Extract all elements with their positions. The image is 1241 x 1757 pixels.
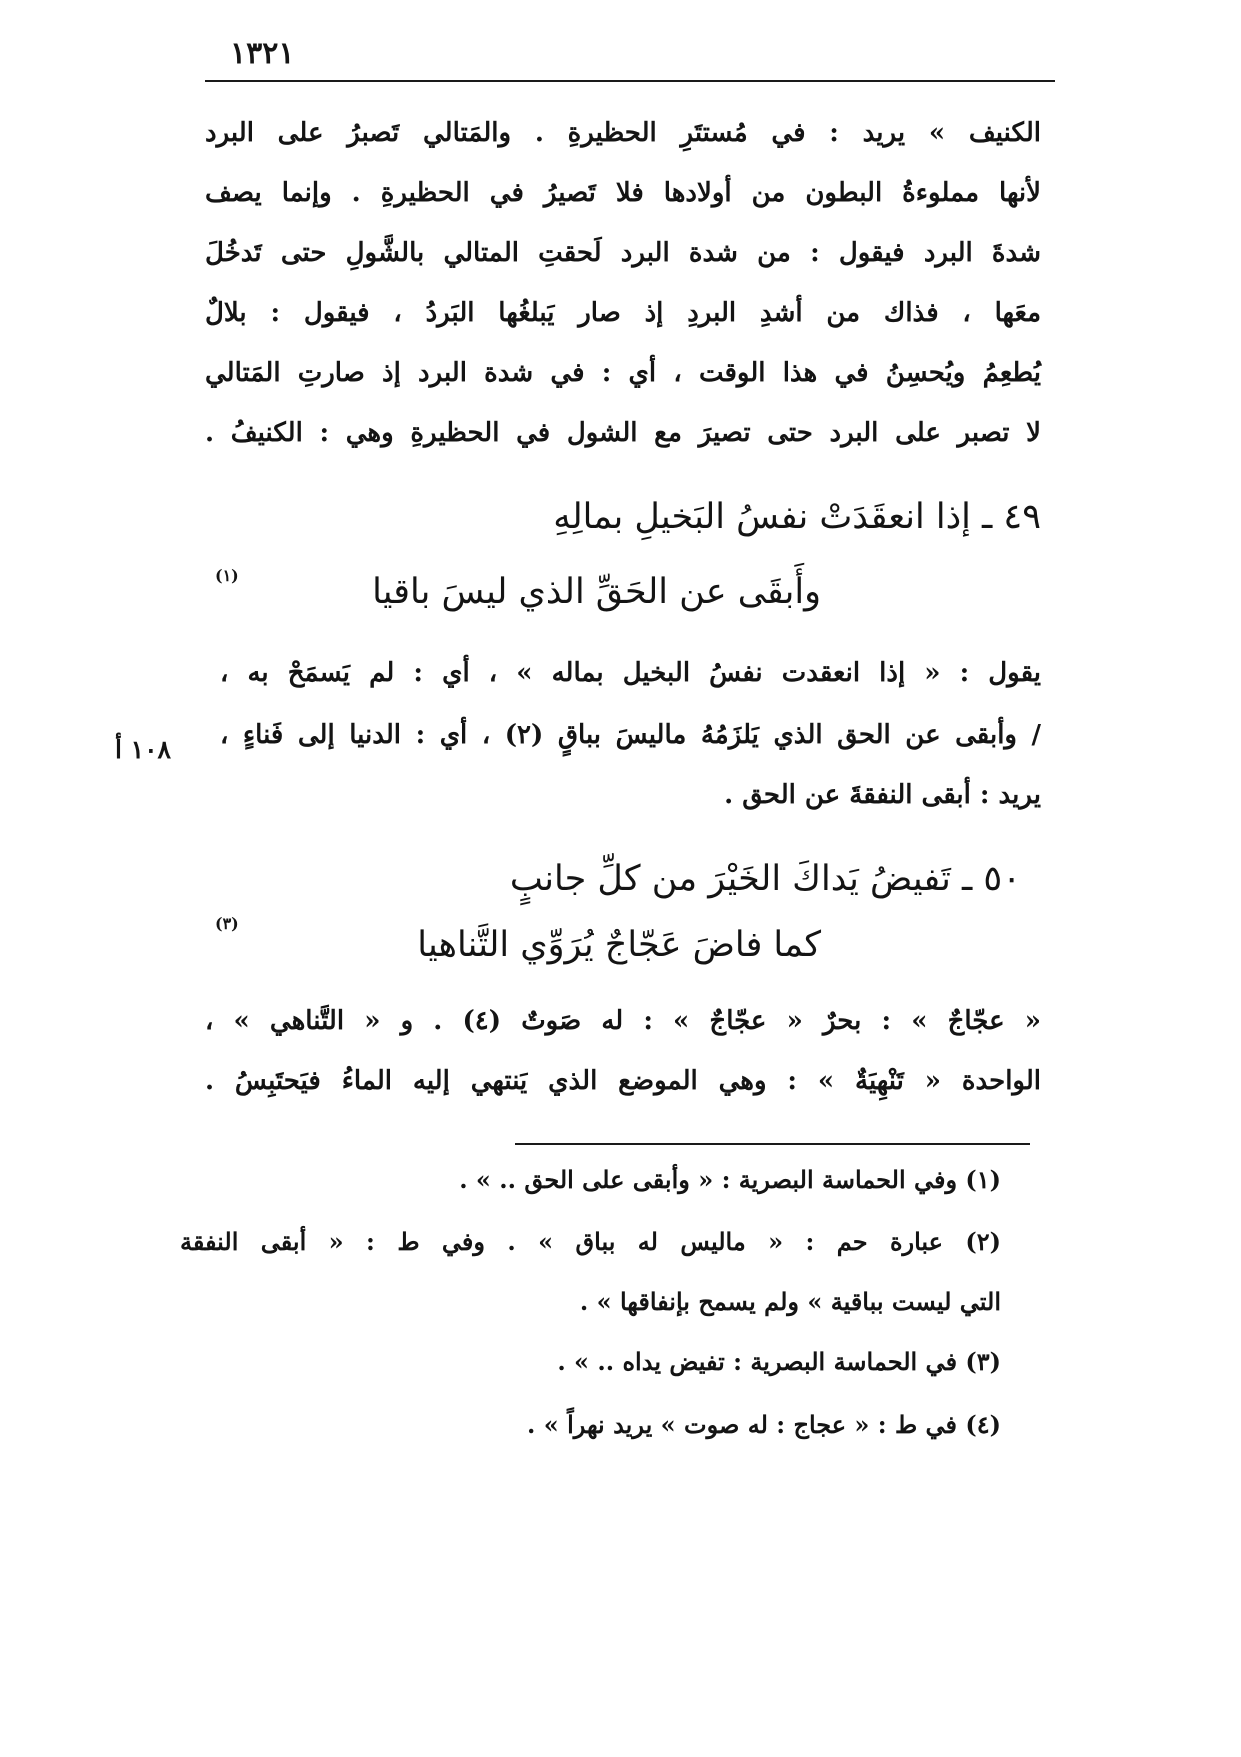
commentary-line: يُطعِمُ ويُحسِنُ في هذا الوقت ، أي : في شدة البرد إذ صارتِ المَتالي xyxy=(205,358,1041,388)
header-rule xyxy=(205,80,1055,82)
commentary-line: معَها ، فذاك من أشدِ البردِ إذ صار يَبلغُها البَردُ ، فيقول : بلالٌ xyxy=(205,298,1041,328)
footnote: (٣) في الحماسة البصرية : تفيض يداه .. » . xyxy=(557,1347,1001,1376)
commentary-line: لا تصبر على البرد حتى تصيرَ مع الشول في الحظيرةِ وهي : الكنيفُ . xyxy=(205,418,1041,448)
footnote-continuation: التي ليست بباقية » ولم يسمح بإنفاقها » . xyxy=(579,1287,1001,1316)
footnote: (٤) في ط : « عجاج : له صوت » يريد نهراً » . xyxy=(527,1410,1001,1439)
footnote: (٢) عبارة حم : « ماليس له بباق » . وفي ط : « أبقى النفقة xyxy=(180,1227,1001,1256)
commentary-49-line: يريد : أبقى النفقةَ عن الحق . xyxy=(724,780,1041,810)
commentary-line: لأنها مملوءةُ البطون من أولادها فلا تَصيرُ في الحظيرةِ . وإنما يصف xyxy=(205,178,1041,208)
commentary-line: شدةَ البرد فيقول : من شدة البرد لَحقتِ المتالي بالشَّولِ حتى تَدخُلَ xyxy=(205,238,1041,268)
page-number: ١٣٢١ xyxy=(230,36,295,71)
commentary-49-line: / وأبقى عن الحق الذي يَلزَمُهُ ماليسَ بباقٍ (٢) ، أي : الدنيا إلى فَناءٍ ، xyxy=(220,720,1041,750)
verse-49-line-2: وأَبقَى عن الحَقِّ الذي ليسَ باقيا xyxy=(372,572,821,612)
verse-49-line-1: ٤٩ ـ إذا انعقَدَتْ نفسُ البَخيلِ بمالِهِ xyxy=(553,497,1041,537)
verse-50-line-2: كما فاضَ عَجّاجٌ يُرَوِّي التَّناهيا xyxy=(417,925,821,965)
footnote-ref-1: (١) xyxy=(215,566,239,585)
commentary-line: الكنيف » يريد : في مُستتَرِ الحظيرةِ . والمَتالي تَصبرُ على البرد xyxy=(205,118,1041,148)
footnote-ref-3: (٣) xyxy=(215,914,239,933)
commentary-49-line: يقول : « إذا انعقدت نفسُ البخيل بماله » ، أي : لم يَسمَحْ به ، xyxy=(220,658,1041,688)
footnote-rule xyxy=(515,1143,1030,1145)
commentary-50-line: « عجّاجٌ » : بحرٌ « عجّاجٌ » : له صَوتٌ (٤) . و « التَّناهي » ، xyxy=(205,1006,1041,1036)
margin-folio-note: ١٠٨ أ xyxy=(115,735,171,764)
commentary-50-line: الواحدة « تَنْهِيَةٌ » : وهي الموضع الذي يَنتهي إليه الماءُ فيَحتَبِسُ . xyxy=(205,1066,1041,1096)
verse-50-line-1: ٥٠ ـ تَفيضُ يَداكَ الخَيْرَ من كلِّ جانبٍ xyxy=(509,859,1021,899)
footnote: (١) وفي الحماسة البصرية : « وأبقى على الحق .. » . xyxy=(459,1165,1001,1194)
